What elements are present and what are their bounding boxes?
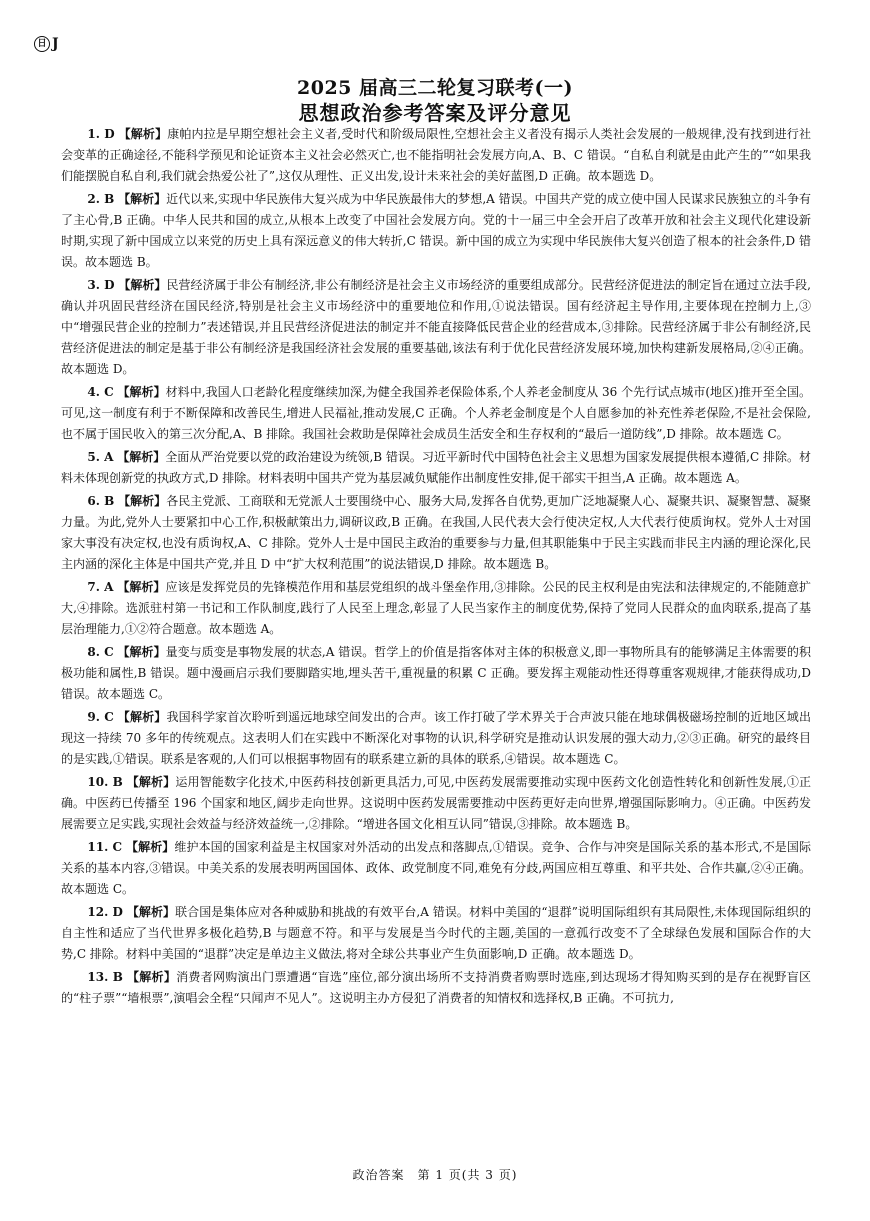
- analysis-text: 材料中,我国人口老龄化程度继续加深,为健全我国养老保险体系,个人养老金制度从 36 个先行试点城市(地区)推开至全国。可见,这一制度有利于不断保障和改善民生,增进人民福祉,推动发展,C 正确。个人养老金制度是个人自愿参加的补充性养老保险,不是社会保险,也不属于国民收入的第三次分配,A、B 排除。我国社会救助是保障社会成员生活安全和生存权利的“最后一道防线”,D 排除。故本题选 C。: [61, 385, 811, 441]
- answer-number: 7. A: [87, 580, 114, 594]
- analysis-text: 各民主党派、工商联和无党派人士要围绕中心、服务大局,发挥各自优势,更加广泛地凝聚人心、凝聚共识、凝聚智慧、凝聚力量。为此,党外人士要紧扣中心工作,积极献策出力,调研议政,B 正确。在我国,人民代表大会行使决定权,人大代表行使质询权。党外人士对国家大事没有决定权,也没有质询权,A、C 排除。党外人士是中国民主政治的重要参与力量,但其职能集中于民主实践而非民主内涵的理论深化,民主内涵的深化主体是中国共产党,并且 D 中“扩大权利范围”的说法错误,D 排除。故本题选 B。: [61, 494, 811, 571]
- answer-item: [61, 275, 811, 380]
- answer-item: [61, 189, 811, 273]
- answer-number: 2. B: [87, 192, 115, 206]
- answer-item: [61, 902, 811, 965]
- answer-number: 8. C: [87, 645, 114, 659]
- answer-item: [61, 577, 811, 640]
- answer-number: 12. D: [87, 905, 123, 919]
- analysis-text: 全面从严治党要以党的政治建设为统领,B 错误。习近平新时代中国特色社会主义思想为国家发展提供根本遵循,C 排除。材料未体现创新党的执政方式,D 排除。材料表明中国共产党为基层减负赋能作出制度性安排,促干部实干担当,A 正确。故本题选 A。: [61, 450, 811, 485]
- analysis-text: 应该是发挥党员的先锋模范作用和基层党组织的战斗堡垒作用,③排除。公民的民主权利是由宪法和法律规定的,不能随意扩大,④排除。选派驻村第一书记和工作队制度,践行了人民至上理念,彰显了人民当家作主的制度优势,保持了党同人民群众的血肉联系,提高了基层治理能力,①②符合题意。故本题选 A。: [61, 580, 812, 636]
- answer-number: 4. C: [87, 385, 114, 399]
- answer-list: [61, 124, 811, 1011]
- analysis-tag: 【解析】: [126, 905, 176, 919]
- corner-badge: 日: [34, 36, 50, 52]
- analysis-tag: 【解析】: [118, 278, 167, 292]
- answer-item: [61, 772, 811, 835]
- answer-number: 3. D: [87, 278, 115, 292]
- analysis-tag: 【解析】: [118, 127, 168, 141]
- answer-number: 13. B: [87, 970, 123, 984]
- analysis-tag: 【解析】: [118, 192, 167, 206]
- analysis-tag: 【解析】: [117, 580, 166, 594]
- answer-item: [61, 967, 811, 1009]
- analysis-tag: 【解析】: [117, 385, 166, 399]
- page-subtitle: 思想政治参考答案及评分意见: [298, 101, 572, 125]
- analysis-text: 运用智能数字化技术,中医药科技创新更具活力,可见,中医药发展需要推动实现中医药文化创造性转化和创新性发展,①正确。中医药已传播至 196 个国家和地区,阔步走向世界。这说明中医药发展需要推动中医药更好走向世界,增强国际影响力。④正确。中医药发展需要立足实践,实现社会效益与经济效益统一,②排除。“增进各国文化相互认同”错误,③排除。故本题选 B。: [61, 775, 811, 831]
- answer-number: 5. A: [87, 450, 114, 464]
- answer-item: [61, 837, 811, 900]
- analysis-text: 消费者网购演出门票遭遇“盲选”座位,部分演出场所不支持消费者购票时选座,到达现场才得知购买到的是存在视野盲区的“柱子票”“墙根票”,演唱会全程“只闻声不见人”。这说明主办方侵犯了消费者的知情权和选择权,B 正确。不可抗力,: [61, 970, 811, 1005]
- answer-item: [61, 124, 811, 187]
- analysis-text: 康帕内拉是早期空想社会主义者,受时代和阶级局限性,空想社会主义者没有揭示人类社会发展的一般规律,没有找到进行社会变革的正确途径,不能科学预见和论证资本主义社会必然灭亡,也不能指明社会发展方向,A、B、C 错误。“自私自利就是由此产生的”“如果我们能摆脱自私自利,我们就会热爱公社了”,这仅从理性、正义出发,设计未来社会的美好蓝图,D 正确。故本题选 D。: [61, 127, 811, 183]
- analysis-tag: 【解析】: [126, 970, 177, 984]
- page-title: 2025 届高三二轮复习联考(一): [297, 77, 573, 99]
- page-footer: 政治答案 第 1 页(共 3 页): [352, 1168, 518, 1182]
- answer-item: [61, 642, 811, 705]
- answer-item: [61, 707, 811, 770]
- analysis-tag: 【解析】: [117, 710, 167, 724]
- analysis-tag: 【解析】: [117, 450, 166, 464]
- answer-item: [61, 382, 811, 445]
- answer-number: 6. B: [87, 494, 115, 508]
- answer-number: 10. B: [87, 775, 123, 789]
- analysis-text: 量变与质变是事物发展的状态,A 错误。哲学上的价值是指客体对主体的积极意义,即一事物所具有的能够满足主体需要的积极功能和属性,B 错误。题中漫画启示我们要脚踏实地,埋头苦干,重视量的积累 C 正确。要发挥主观能动性还得尊重客观规律,才能获得成功,D 错误。故本题选 C。: [61, 645, 811, 701]
- answer-number: 11. C: [87, 840, 123, 854]
- corner-letter: J: [52, 36, 59, 52]
- answer-item: [61, 491, 811, 575]
- analysis-text: 维护本国的国家利益是主权国家对外活动的出发点和落脚点,①错误。竞争、合作与冲突是国际关系的基本形式,不是国际关系的基本内容,③错误。中美关系的发展表明两国国体、政体、政党制度不同,难免有分歧,两国应相互尊重、和平共处、合作共赢,②④正确。故本题选 C。: [61, 840, 811, 896]
- analysis-tag: 【解析】: [126, 840, 175, 854]
- analysis-text: 我国科学家首次聆听到遥远地球空间发出的合声。该工作打破了学术界关于合声波只能在地球偶极磁场控制的近地区域出现这一持续 70 多年的传统观点。这表明人们在实践中不断深化对事物的认识,科学研究是推动认识发展的强大动力,②③正确。研究的最终目的是实践,①错误。联系是客观的,人们可以根据事物固有的联系建立新的具体的联系,④错误。故本题选 C。: [61, 710, 811, 766]
- analysis-text: 近代以来,实现中华民族伟大复兴成为中华民族最伟大的梦想,A 错误。中国共产党的成立使中国人民谋求民族独立的斗争有了主心骨,B 正确。中华人民共和国的成立,从根本上改变了中国社会发展方向。党的十一届三中全会开启了改革开放和社会主义现代化建设新时期,实现了新中国成立以来党的历史上具有深远意义的伟大转折,C 错误。新中国的成立为实现中华民族伟大复兴创造了根本的社会条件,D 错误。故本题选 B。: [61, 192, 811, 269]
- analysis-tag: 【解析】: [126, 775, 176, 789]
- analysis-text: 民营经济属于非公有制经济,非公有制经济是社会主义市场经济的重要组成部分。民营经济促进法的制定旨在通过立法手段,确认并巩固民营经济在国民经济,特别是社会主义市场经济中的重要地位和作用,①说法错误。国有经济起主导作用,主要体现在控制力上,③中“增强民营企业的控制力”表述错误,并且民营经济促进法的制定并不能直接降低民营企业的经营成本,③排除。民营经济属于非公有制经济,民营经济促进法的制定是基于非公有制经济是我国经济社会发展的重要基础,该法有利于优化民营经济发展环境,加快构建新发展格局,②④正确。故本题选 D。: [61, 278, 811, 376]
- answer-number: 9. C: [87, 710, 114, 724]
- corner-mark: [34, 36, 59, 52]
- analysis-text: 联合国是集体应对各种威胁和挑战的有效平台,A 错误。材料中美国的“退群”说明国际组织有其局限性,未体现国际组织的自主性和适应了当代世界多极化趋势,B 与题意不符。和平与发展是当今时代的主题,美国的一意孤行改变不了全球绿色发展和国际合作的大势,C 排除。材料中美国的“退群”决定是单边主义做法,将对全球公共事业产生负面影响,D 正确。故本题选 D。: [61, 905, 811, 961]
- answer-item: [61, 447, 811, 489]
- answer-number: 1. D: [87, 127, 115, 141]
- analysis-tag: 【解析】: [117, 645, 166, 659]
- analysis-tag: 【解析】: [118, 494, 167, 508]
